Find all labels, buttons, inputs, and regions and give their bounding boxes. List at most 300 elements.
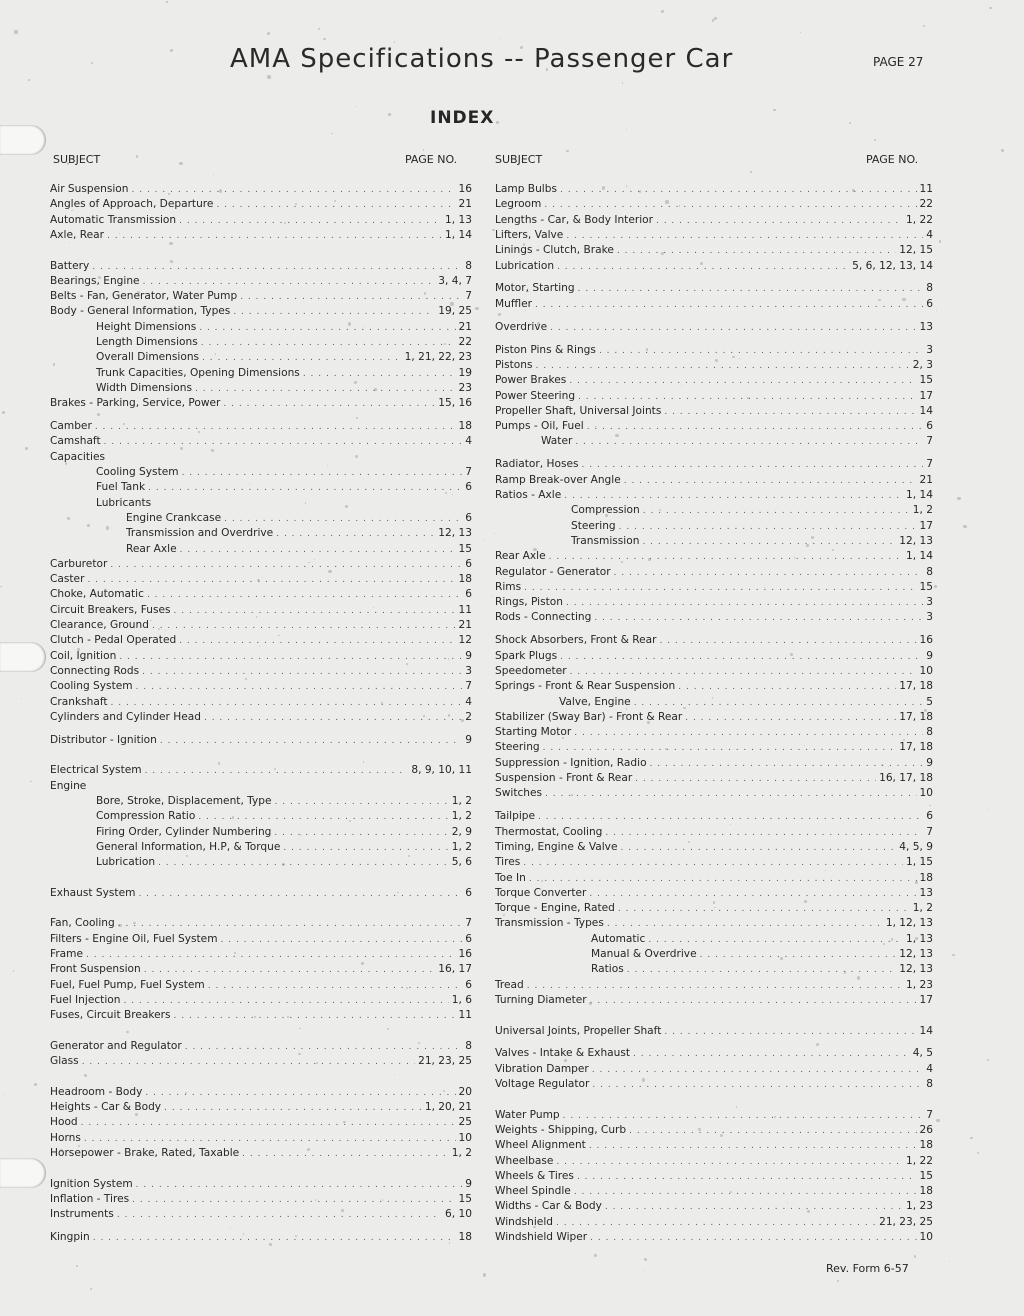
index-entry (495, 1184, 933, 1199)
entry-page-numbers: 1, 23 (906, 978, 933, 991)
index-entry (50, 1039, 472, 1054)
paper-speck (318, 28, 320, 30)
paper-speck (934, 585, 937, 588)
index-entry (495, 740, 933, 755)
index-entry (495, 725, 933, 740)
paper-speck (126, 1031, 128, 1033)
dot-leader (589, 1139, 917, 1154)
index-entry (96, 335, 472, 350)
paper-speck (957, 497, 960, 500)
entry-page-numbers: 9 (465, 649, 472, 662)
dot-leader (560, 183, 917, 198)
paper-speck (492, 596, 493, 597)
entry-subject: Engine Crankcase (126, 511, 222, 524)
entry-subject: Fuel Tank (96, 481, 146, 494)
paper-speck (387, 1028, 389, 1030)
entry-page-numbers: 7 (465, 680, 472, 693)
entry-subject: Hood (50, 1116, 78, 1129)
entry-page-numbers: 1, 12, 13 (885, 917, 933, 930)
paper-speck (316, 1062, 318, 1064)
index-entry (50, 664, 472, 679)
paper-speck (169, 242, 172, 245)
index-entry (50, 182, 472, 197)
index-entry (495, 809, 933, 824)
entry-page-numbers: 13 (919, 320, 933, 333)
punch-hole-middle (0, 642, 46, 672)
dot-leader (633, 1047, 910, 1062)
entry-subject: Glass (50, 1055, 79, 1068)
dot-leader (174, 1009, 456, 1024)
paper-speck (179, 162, 182, 165)
paper-speck (448, 714, 450, 716)
index-entry (50, 633, 472, 648)
paper-speck (76, 1265, 78, 1267)
entry-subject: Cylinders and Cylinder Head (50, 710, 201, 723)
paper-speck (601, 56, 604, 59)
index-entry (50, 434, 472, 449)
index-entry (495, 855, 933, 870)
dot-leader (158, 856, 449, 871)
entry-subject: Coil, Ignition (50, 649, 117, 662)
entry-page-numbers: 16 (458, 183, 472, 195)
index-entry (591, 962, 933, 977)
index-entry (495, 978, 933, 993)
dot-leader (642, 535, 896, 550)
paper-speck (714, 17, 717, 20)
dot-leader (84, 1132, 456, 1147)
entry-subject: Clearance, Ground (50, 619, 149, 632)
paper-speck (483, 539, 484, 540)
entry-page-numbers: 18 (919, 871, 933, 884)
entry-subject: Lubrication (495, 259, 555, 272)
entry-subject: Torque - Engine, Rated (495, 902, 615, 915)
index-entry (96, 320, 472, 335)
dot-leader (524, 581, 916, 596)
index-entry (50, 1207, 472, 1222)
paper-speck (533, 548, 536, 551)
entry-subject: Universal Joints, Propeller Shaft (495, 1024, 662, 1037)
paper-speck (149, 428, 150, 429)
dot-leader (142, 665, 462, 680)
paper-speck (3, 1094, 4, 1095)
entry-page-numbers: 10 (919, 664, 933, 677)
paper-speck (483, 1273, 486, 1276)
entry-subject: Rods - Connecting (495, 611, 592, 624)
entry-subject: Widths - Car & Body (495, 1200, 602, 1213)
entry-subject: Shock Absorbers, Front & Rear (495, 634, 657, 647)
paper-speck (987, 1059, 989, 1061)
dot-leader (148, 481, 462, 496)
entry-page-numbers: 1, 22 (906, 1154, 933, 1167)
entry-subject: Bearings, Engine (50, 274, 140, 287)
entry-subject: Horns (50, 1131, 81, 1144)
entry-page-numbers: 7 (465, 466, 472, 479)
entry-page-numbers: 14 (919, 1024, 933, 1037)
entry-page-numbers: 3, 4, 7 (438, 274, 472, 287)
dot-leader (198, 810, 448, 825)
entry-page-numbers: 1, 13 (445, 213, 472, 226)
paper-speck (774, 1116, 776, 1118)
entry-subject: Frame (50, 948, 84, 960)
paper-speck (602, 186, 605, 189)
index-entry (50, 1085, 472, 1100)
index-entry (96, 366, 472, 381)
entry-subject: Timing, Engine & Valve (495, 840, 618, 853)
index-entry (495, 565, 933, 580)
dot-leader (550, 321, 916, 336)
dot-leader (578, 282, 924, 297)
index-entry (50, 450, 472, 465)
entry-subject: Ratios (591, 963, 624, 976)
dot-leader (145, 1086, 455, 1101)
paper-speck (135, 1113, 138, 1116)
dot-leader (678, 680, 896, 695)
dot-leader (274, 826, 448, 841)
paper-speck (282, 863, 285, 866)
entry-page-numbers: 6 (465, 932, 472, 945)
entry-subject: Battery (50, 259, 90, 272)
index-entry (50, 993, 472, 1008)
paper-speck (665, 200, 668, 203)
entry-page-numbers: 21, 23, 25 (418, 1055, 472, 1068)
index-entry (495, 595, 933, 610)
index-entry (495, 825, 933, 840)
dot-leader (614, 566, 924, 581)
paper-speck (106, 526, 109, 529)
entry-page-numbers: 6 (926, 420, 933, 433)
entry-subject: Ratios - Axle (495, 489, 562, 501)
paper-speck (936, 1119, 939, 1122)
index-entry (571, 534, 933, 549)
entry-page-numbers: 18 (919, 1139, 933, 1152)
dot-leader (569, 374, 916, 389)
dot-leader (93, 1231, 456, 1246)
dot-leader (607, 917, 883, 932)
entry-subject: Carburetor (50, 557, 108, 570)
paper-speck (331, 133, 332, 134)
index-entry (495, 1077, 933, 1092)
entry-subject: Crankshaft (50, 695, 108, 708)
index-entry (541, 434, 933, 449)
paper-speck (520, 46, 523, 49)
dot-leader (110, 558, 462, 573)
index-entry (50, 649, 472, 664)
entry-subject: Cooling System (50, 680, 133, 693)
index-entry (50, 763, 472, 778)
entry-page-numbers: 17 (919, 389, 933, 402)
entry-subject: Legroom (495, 198, 542, 211)
entry-page-numbers: 17, 18 (899, 680, 933, 693)
index-entry (495, 1154, 933, 1169)
paper-speck (67, 517, 70, 520)
entry-page-numbers: 10 (919, 1231, 933, 1244)
dot-leader (179, 214, 442, 229)
entry-page-numbers: 4 (465, 695, 472, 708)
dot-leader (283, 841, 448, 856)
entry-subject: Distributor - Ignition (50, 733, 157, 746)
paper-speck (215, 353, 216, 354)
paper-speck (218, 762, 220, 764)
index-entry (495, 871, 933, 886)
index-entry (50, 1115, 472, 1130)
paper-speck (361, 962, 364, 965)
paper-speck (374, 388, 377, 391)
dot-leader (195, 382, 456, 397)
paper-speck (461, 719, 464, 722)
index-entry (50, 274, 472, 289)
paper-speck (503, 914, 505, 916)
dot-leader (174, 604, 456, 619)
index-entry (495, 886, 933, 901)
entry-page-numbers: 4, 5 (912, 1047, 933, 1060)
entry-subject: Belts - Fan, Generator, Water Pump (50, 290, 238, 303)
entry-subject: Motor, Starting (495, 282, 575, 295)
paper-speck (977, 1152, 979, 1154)
entry-page-numbers: 15 (919, 580, 933, 593)
index-entry (495, 786, 933, 801)
index-entry (96, 350, 472, 365)
entry-subject: Engine (50, 779, 87, 792)
index-heading: INDEX (430, 108, 495, 128)
dot-leader (164, 1101, 422, 1116)
entry-page-numbers: 1, 14 (906, 550, 933, 563)
punch-hole-top (0, 125, 46, 155)
entry-subject: Water (541, 435, 573, 448)
dot-leader (629, 1124, 916, 1139)
index-entry (495, 281, 933, 296)
entry-subject: Fuel Injection (50, 993, 121, 1006)
paper-speck (475, 307, 478, 310)
paper-speck (923, 25, 925, 27)
paper-speck (373, 607, 374, 608)
entry-subject: Rear Axle (126, 542, 177, 555)
paper-speck (186, 855, 188, 857)
paper-speck (211, 449, 214, 452)
index-entry (50, 1146, 472, 1161)
index-entry (495, 1046, 933, 1061)
entry-page-numbers: 3 (926, 611, 933, 624)
entry-page-numbers: 7 (926, 435, 933, 448)
dot-leader (634, 696, 924, 711)
entry-subject: Kingpin (50, 1231, 90, 1244)
paper-speck (665, 748, 667, 750)
paper-speck (615, 434, 618, 437)
paper-speck (794, 557, 795, 558)
entry-subject: Automatic Transmission (50, 213, 177, 226)
index-entry (495, 1024, 933, 1039)
dot-leader (180, 543, 456, 558)
entry-subject: Automatic (591, 932, 646, 945)
dot-leader (223, 397, 435, 412)
entry-subject: Circuit Breakers, Fuses (50, 603, 171, 616)
entry-page-numbers: 3 (926, 343, 933, 356)
index-entry (559, 695, 933, 710)
right-page-header: PAGE NO. (866, 153, 919, 166)
index-entry (50, 618, 472, 633)
dot-leader (617, 244, 896, 259)
index-entry (495, 404, 933, 419)
entry-page-numbers: 15 (919, 374, 933, 387)
entry-page-numbers: 26 (919, 1123, 933, 1136)
entry-page-numbers: 12 (458, 634, 472, 647)
paper-speck (118, 924, 121, 927)
paper-speck (589, 1002, 592, 1005)
entry-subject: Filters - Engine Oil, Fuel System (50, 932, 218, 945)
paper-speck (356, 106, 357, 107)
dot-leader (199, 321, 455, 336)
paper-speck (874, 139, 876, 141)
dot-leader (659, 634, 916, 649)
paper-speck (381, 702, 383, 704)
entry-page-numbers: 1, 2 (451, 795, 472, 807)
index-entry (495, 389, 933, 404)
dot-leader (144, 963, 436, 978)
entry-page-numbers: 12, 13 (899, 963, 933, 976)
index-entry (495, 320, 933, 335)
dot-leader (138, 887, 462, 902)
entry-page-numbers: 4, 5, 9 (899, 840, 933, 853)
entry-subject: Ramp Break-over Angle (495, 473, 621, 486)
paper-speck (345, 505, 348, 508)
left-page-header: PAGE NO. (405, 153, 458, 166)
paper-speck (963, 525, 966, 528)
index-entry (126, 526, 472, 541)
dot-leader (648, 933, 903, 948)
index-entry (50, 947, 472, 962)
paper-speck (21, 698, 22, 699)
entry-subject: Length Dimensions (96, 336, 198, 348)
entry-subject: Lubricants (96, 496, 152, 509)
paper-speck (28, 79, 30, 81)
entry-subject: Vibration Damper (495, 1062, 589, 1075)
paper-speck (0, 586, 2, 588)
index-entry (495, 1215, 933, 1230)
entry-subject: Switches (495, 787, 543, 800)
dot-leader (145, 764, 409, 779)
entry-page-numbers: 17 (919, 519, 933, 532)
paper-speck (644, 1258, 647, 1261)
dot-leader (87, 573, 455, 588)
entry-page-numbers: 23 (458, 381, 472, 394)
entry-page-numbers: 12, 13 (438, 527, 472, 540)
entry-page-numbers: 21 (458, 198, 472, 211)
paper-speck (34, 1083, 37, 1086)
dot-leader (523, 856, 903, 871)
dot-leader (574, 1185, 917, 1200)
entry-subject: Propeller Shaft, Universal Joints (495, 404, 662, 417)
paper-speck (622, 82, 624, 84)
entry-subject: Choke, Automatic (50, 588, 144, 601)
paper-speck (394, 41, 396, 43)
dot-leader (570, 665, 917, 680)
index-entry (495, 457, 933, 472)
entry-page-numbers: 1, 22 (906, 213, 933, 226)
dot-leader (529, 872, 917, 887)
paper-speck (170, 260, 173, 263)
entry-page-numbers: 19 (458, 366, 472, 379)
paper-speck (348, 322, 351, 325)
entry-subject: Suppression - Ignition, Radio (495, 756, 647, 769)
entry-page-numbers: 6 (465, 978, 472, 991)
entry-page-numbers: 21, 23, 25 (879, 1215, 933, 1228)
entry-page-numbers: 1, 2 (451, 810, 472, 823)
dot-leader (543, 741, 897, 756)
index-entry (50, 1008, 472, 1023)
entry-subject: Piston Pins & Rings (495, 343, 596, 356)
paper-speck (712, 19, 715, 22)
dot-leader (136, 680, 463, 695)
entry-page-numbers: 16, 17 (438, 963, 472, 976)
entry-subject: Caster (50, 573, 85, 586)
index-entry (495, 1062, 933, 1077)
dot-leader (147, 588, 462, 603)
paper-speck (234, 952, 236, 954)
dot-leader (92, 260, 462, 275)
paper-speck (683, 707, 685, 709)
entry-subject: Headroom - Body (50, 1085, 143, 1098)
paper-speck (329, 657, 330, 658)
entry-page-numbers: 18 (458, 1231, 472, 1244)
entry-subject: Power Steering (495, 389, 576, 402)
entry-subject: Stabilizer (Sway Bar) - Front & Rear (495, 710, 683, 723)
entry-subject: Rear Axle (495, 550, 546, 563)
paper-speck (989, 7, 992, 10)
index-entry (495, 649, 933, 664)
dot-leader (627, 963, 897, 978)
index-entry (50, 572, 472, 587)
dot-leader (549, 550, 903, 565)
entry-page-numbers: 6 (465, 557, 472, 570)
index-entry (50, 978, 472, 993)
index-entry (50, 1192, 472, 1207)
index-entry (50, 304, 472, 319)
index-entry (495, 419, 933, 434)
dot-leader (240, 290, 462, 305)
dot-leader (560, 650, 923, 665)
dot-leader (132, 1193, 455, 1208)
entry-page-numbers: 8 (465, 1039, 472, 1052)
dot-leader (136, 1178, 463, 1193)
entry-page-numbers: 17, 18 (899, 710, 933, 723)
dot-leader (564, 489, 903, 504)
entry-subject: Torque Converter (495, 886, 587, 899)
paper-speck (406, 663, 408, 665)
paper-speck (1001, 149, 1004, 152)
entry-subject: Front Suspension (50, 963, 141, 976)
entry-page-numbers: 21 (458, 619, 472, 632)
paper-speck (764, 587, 765, 588)
entry-page-numbers: 12, 15 (899, 244, 933, 257)
entry-page-numbers: 7 (465, 290, 472, 303)
paper-speck (914, 1255, 916, 1257)
entry-page-numbers: 22 (458, 336, 472, 348)
entry-page-numbers: 6 (465, 481, 472, 494)
index-entry (495, 343, 933, 358)
index-entry (495, 1123, 933, 1138)
entry-subject: Wheelbase (495, 1154, 554, 1167)
entry-page-numbers: 1, 13 (906, 932, 933, 945)
paper-speck (773, 109, 776, 112)
entry-page-numbers: 10 (458, 1131, 472, 1144)
index-entry (96, 381, 472, 396)
paper-speck (698, 1128, 701, 1131)
index-entry (96, 809, 472, 824)
entry-subject: Trunk Capacities, Opening Dimensions (96, 366, 300, 379)
paper-speck (349, 820, 351, 822)
dot-leader (119, 650, 462, 665)
dot-leader (536, 359, 910, 374)
paper-speck (523, 243, 526, 246)
